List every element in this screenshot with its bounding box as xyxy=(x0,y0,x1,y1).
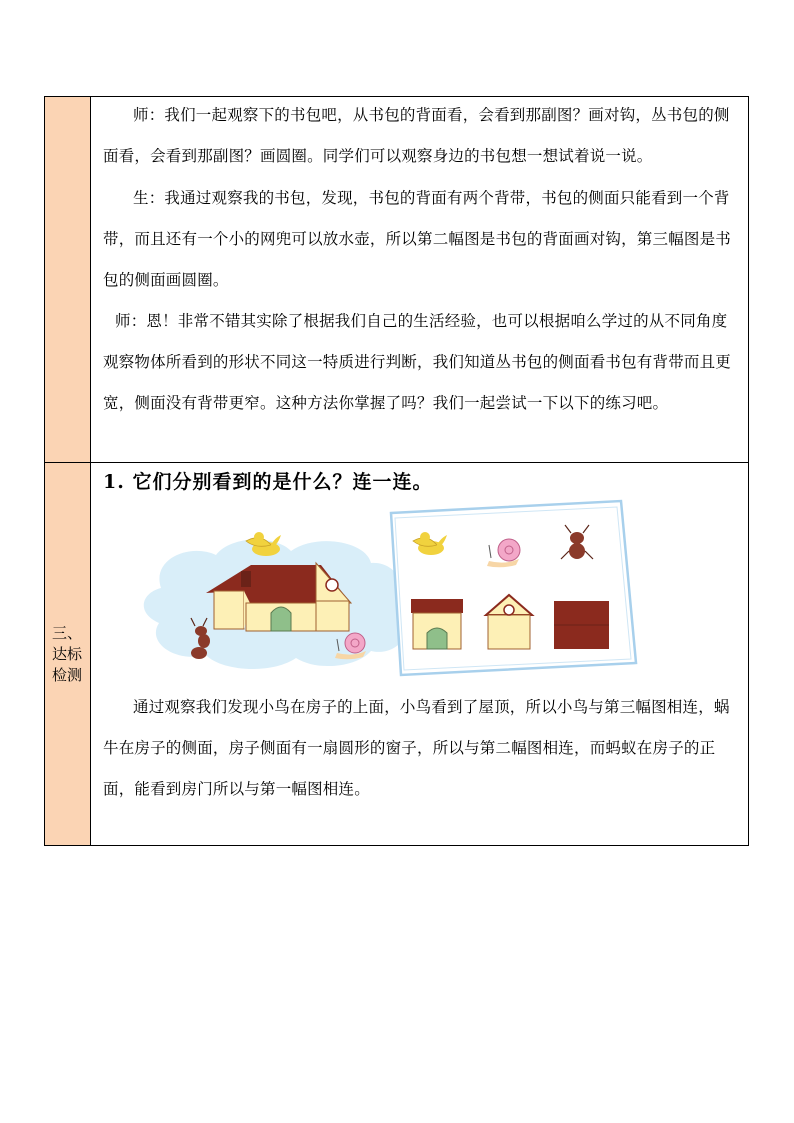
label-cell-empty xyxy=(45,97,91,462)
exercise-title: 1. 它们分别看到的是什么？连一连。 xyxy=(103,471,433,493)
exercise-figure xyxy=(91,463,651,685)
table-row-discussion xyxy=(45,97,748,463)
panel-top-view xyxy=(554,601,609,649)
section-label: 三、 达标 检测 xyxy=(52,624,83,684)
label-cell-assessment xyxy=(45,463,91,845)
panel-front-view xyxy=(411,599,463,649)
table-row-assessment xyxy=(45,463,748,845)
lesson-table xyxy=(44,96,749,846)
teacher-paragraph-1: 师：我们一起观察下的书包吧，从书包的背面看，会看到那副图？画对钩，丛书包的侧面看，会看到那副图？画圆圈。同学们可以观察身边的书包想一想试着说一说。 xyxy=(103,106,730,165)
teacher-paragraph-2: 师：恩！非常不错其实除了根据我们自己的生活经验，也可以根据咱么学过的从不同角度观察物体所看到的形状不同这一特质进行判断，我们知道丛书包的侧面看书包有背带而且更宽，侧面没有背带更窄。这种方法你掌握了吗？我们一起尝试一下以下的练习吧。 xyxy=(103,312,732,412)
explanation-paragraph: 通过观察我们发现小鸟在房子的上面，小鸟看到了屋顶，所以小鸟与第三幅图相连，蜗牛在房子的侧面，房子侧面有一扇圆形的窗子，所以与第二幅图相连，而蚂蚁在房子的正面，能看到房门所以与第一幅图相连。 xyxy=(103,698,730,798)
content-cell-assessment xyxy=(91,463,748,845)
student-paragraph: 生：我通过观察我的书包，发现，书包的背面有两个背带，书包的侧面只能看到一个背带，而且还有一个小的网兜可以放水壶，所以第二幅图是书包的背面画对钩，第三幅图是书包的侧面画圆圈。 xyxy=(103,189,732,289)
content-cell-discussion xyxy=(91,97,748,462)
exercise-illustration xyxy=(91,463,651,685)
